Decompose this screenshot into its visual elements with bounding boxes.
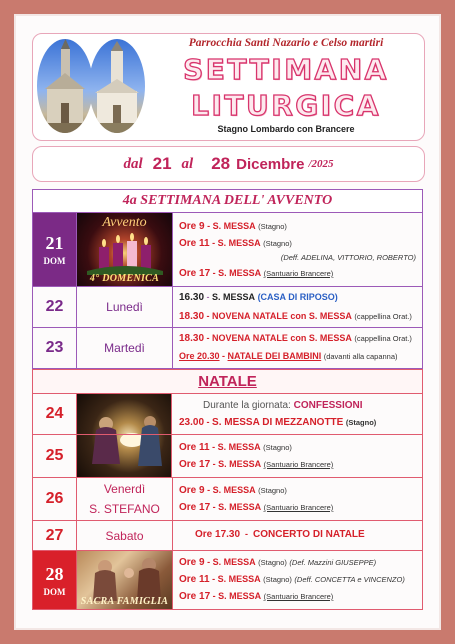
event-line: 16.30 - S. MESSA (CASA DI RIPOSO) bbox=[179, 292, 338, 303]
event-line: Ore 9 - S. MESSA (Stagno) bbox=[179, 221, 287, 232]
day-number-cell bbox=[33, 551, 77, 609]
day-row-21 bbox=[32, 213, 423, 287]
day-row-24 bbox=[32, 394, 423, 435]
day-row-27 bbox=[32, 521, 423, 551]
event-line: 18.30 - NOVENA NATALE con S. MESSA (cappellina Orat.) bbox=[179, 311, 412, 322]
day-number: 21 bbox=[45, 233, 64, 253]
event-line: Ore 11 - S. MESSA (Stagno) bbox=[179, 238, 292, 249]
day-number-cell bbox=[33, 213, 77, 286]
day-number: 25 bbox=[45, 447, 64, 464]
place-name: Stagno Lombardo con Brancere bbox=[217, 124, 355, 134]
event-line: Ore 17.30 - CONCERTO DI NATALE bbox=[195, 529, 365, 540]
holy-family-image bbox=[77, 551, 173, 609]
title-line-2: LITURGICA bbox=[191, 89, 381, 122]
date-month: Dicembre bbox=[236, 155, 305, 173]
event-line: Durante la giornata: CONFESSIONI bbox=[203, 400, 363, 411]
date-from-label: dal bbox=[123, 155, 143, 172]
holy-family-caption: SACRA FAMIGLIA bbox=[80, 596, 169, 607]
weekday-cell: Sabato bbox=[77, 521, 173, 550]
day-of-week: DOM bbox=[43, 256, 66, 266]
event-line: Ore 17 - S. MESSA (Santuario Brancere) bbox=[179, 268, 334, 279]
title-line-1: SETTIMANA bbox=[183, 53, 389, 86]
date-from-day: 21 bbox=[152, 154, 172, 173]
event-line: Ore 11 - S. MESSA (Stagno) bbox=[179, 442, 292, 453]
advent-image-title: Avvento bbox=[102, 215, 147, 230]
day-number: 22 bbox=[45, 298, 64, 315]
day-row-28 bbox=[32, 551, 423, 610]
event-line: Ore 9 - S. MESSA (Stagno) bbox=[179, 485, 287, 496]
church-photo bbox=[37, 39, 145, 133]
day-number-cell bbox=[33, 478, 77, 520]
day-number: 28 bbox=[45, 563, 64, 584]
event-line: Ore 9 - S. MESSA (Stagno) (Def. Mazzini GIUSEPPE) bbox=[179, 557, 377, 568]
weekday-cell: Lunedì bbox=[77, 287, 173, 327]
day-number: 26 bbox=[45, 490, 64, 507]
day-row-23 bbox=[32, 328, 423, 369]
parish-name: Parrocchia Santi Nazario e Celso martiri bbox=[188, 37, 384, 49]
day-number-cell bbox=[33, 521, 77, 550]
church-photo-left bbox=[37, 39, 93, 133]
day-number-cell bbox=[33, 287, 77, 327]
date-year: /2025 bbox=[308, 158, 334, 170]
event-line: Ore 20.30 - NATALE DEI BAMBINI (davanti alla capanna) bbox=[179, 351, 398, 361]
natale-heading: NATALE bbox=[32, 369, 423, 394]
day-row-26 bbox=[32, 478, 423, 521]
weekday-cell: Venerdì S. STEFANO bbox=[77, 478, 173, 520]
date-to-label: al bbox=[181, 155, 194, 172]
advent-image bbox=[77, 213, 173, 286]
event-note: (Deff. ADELINA, VITTORIO, ROBERTO) bbox=[280, 253, 416, 262]
event-line: Ore 11 - S. MESSA (Stagno) (Deff. CONCETTA e VINCENZO) bbox=[179, 574, 405, 585]
day-row-22 bbox=[32, 287, 423, 328]
weekday-cell: Martedì bbox=[77, 328, 173, 368]
event-line: 23.00 - S. MESSA DI MEZZANOTTE (Stagno) bbox=[179, 417, 377, 428]
date-to-day: 28 bbox=[211, 154, 231, 173]
church-photo-right bbox=[89, 39, 145, 133]
day-number-cell bbox=[33, 435, 77, 477]
event-line: Ore 17 - S. MESSA (Santuario Brancere) bbox=[179, 502, 334, 513]
day-number: 27 bbox=[45, 526, 64, 544]
day-number: 24 bbox=[45, 405, 64, 422]
date-range bbox=[32, 146, 425, 182]
event-line: Ore 17 - S. MESSA (Santuario Brancere) bbox=[179, 591, 334, 602]
advent-heading: 4a SETTIMANA DELL' AVVENTO bbox=[32, 189, 423, 213]
event-line: 18.30 - NOVENA NATALE con S. MESSA (cappellina Orat.) bbox=[179, 333, 412, 344]
day-of-week: DOM bbox=[43, 586, 66, 597]
day-number: 23 bbox=[45, 339, 64, 356]
day-number-cell bbox=[33, 328, 77, 368]
advent-image-caption: 4° DOMENICA bbox=[89, 273, 160, 284]
day-row-25 bbox=[32, 435, 423, 478]
event-line: Ore 17 - S. MESSA (Santuario Brancere) bbox=[179, 459, 334, 470]
day-number-cell bbox=[33, 394, 77, 434]
